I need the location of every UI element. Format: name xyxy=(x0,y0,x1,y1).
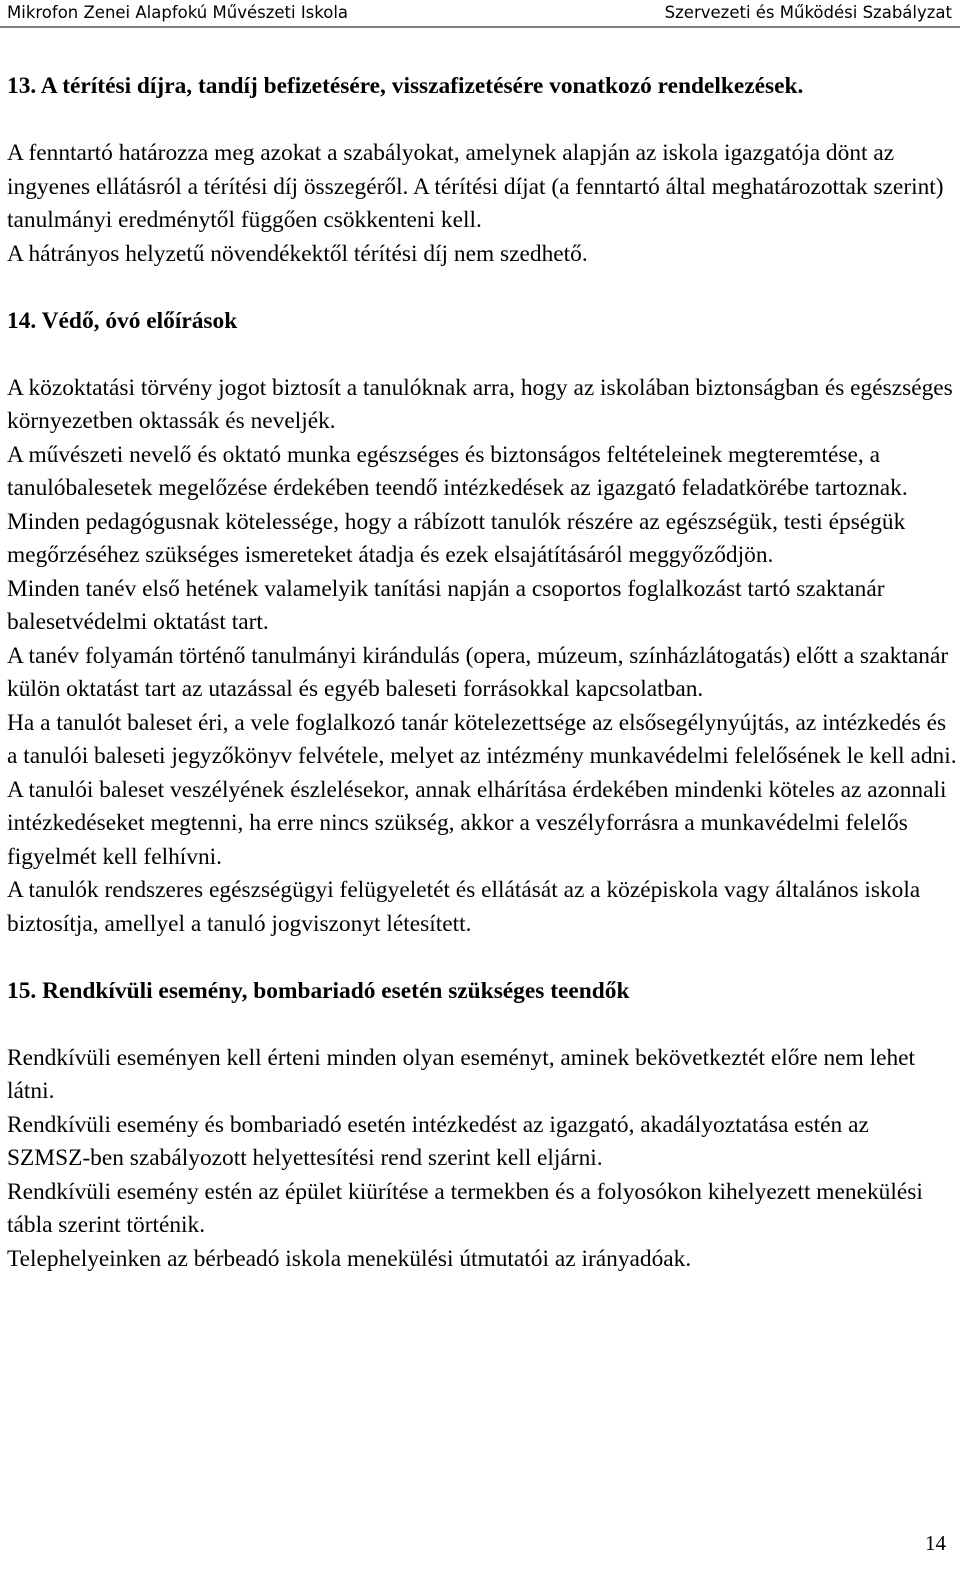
header-document-title: Szervezeti és Működési Szabályzat xyxy=(664,3,952,22)
paragraph: Rendkívüli eseményen kell érteni minden olyan eseményt, aminek bekövetkeztét előre nem lehet látni. xyxy=(7,1044,916,1104)
paragraph: A művészeti nevelő és oktató munka egészséges és biztonságos feltételeinek megteremtése, a tanulóbalesetek megelőzése érdekében teendő intézkedések az igazgató feladatkörébe tartoznak. xyxy=(7,441,908,501)
paragraph: Minden tanév első hetének valamelyik tanítási napján a csoportos foglalkozást tartó szaktanár balesetvédelmi oktatást tart. xyxy=(7,575,885,635)
document-body xyxy=(7,70,957,1276)
paragraph: A tanulói baleset veszélyének észlelésekor, annak elhárítása érdekében mindenki köteles az azonnali intézkedéseket megtenni, ha erre nincs szükség, akkor a veszélyforrásra a munkavédelmi felelős figyelmét kell felhívni. xyxy=(7,776,947,870)
paragraph: A tanév folyamán történő tanulmányi kirándulás (opera, múzeum, színházlátogatás) előtt a szaktanár külön oktatást tart az utazással és egyéb baleseti forrásokkal kapcsolatban. xyxy=(7,642,949,702)
paragraph: Ha a tanulót baleset éri, a vele foglalkozó tanár kötelezettsége az elsősegélynyújtás, az intézkedés és a tanulói baleseti jegyzőkönyv felvétele, melyet az intézmény munkavédelmi felelősének le kell adni. xyxy=(7,709,957,769)
paragraph: A hátrányos helyzetű növendékektől térítési díj nem szedhető. xyxy=(7,240,588,267)
paragraph: Telephelyeinken az bérbeadó iskola menekülési útmutatói az irányadóak. xyxy=(7,1245,692,1272)
page-number: 14 xyxy=(925,1531,946,1555)
page-header xyxy=(0,0,960,28)
section-15-heading: 15. Rendkívüli esemény, bombariadó esetén szükséges teendők xyxy=(7,977,630,1004)
paragraph: A közoktatási törvény jogot biztosít a tanulóknak arra, hogy az iskolában biztonságban és egészséges környezetben oktassák és neveljék. xyxy=(7,374,953,434)
section-13-heading: 13. A térítési díjra, tandíj befizetésére, visszafizetésére vonatkozó rendelkezések. xyxy=(7,73,804,99)
paragraph: A fenntartó határozza meg azokat a szabályokat, amelynek alapján az iskola igazgatója dönt az ingyenes ellátásról a térítési díj összegéről. A térítési díjat (a fenntartó által meghatározottak szerint) tanulmányi eredménytől függően csökkenteni kell. xyxy=(7,140,944,233)
paragraph: Rendkívüli esemény estén az épület kiürítése a termekben és a folyosókon kihelyezett menekülési tábla szerint történik. xyxy=(7,1178,923,1238)
paragraph: A tanulók rendszeres egészségügyi felügyeletét és ellátását az a középiskola vagy általános iskola biztosítja, amellyel a tanuló jogviszonyt létesített. xyxy=(7,877,921,937)
paragraph: Rendkívüli esemény és bombariadó esetén intézkedést az igazgató, akadályoztatása estén az SZMSZ-ben szabályozott helyettesítési rend szerint kell eljárni. xyxy=(7,1111,869,1171)
section-14-heading: 14. Védő, óvó előírások xyxy=(7,307,238,334)
paragraph: Minden pedagógusnak kötelessége, hogy a rábízott tanulók részére az egészségük, testi épségük megőrzéséhez szükséges ismereteket átadja és ezek elsajátításáról meggyőződjön. xyxy=(7,508,906,568)
header-school-name: Mikrofon Zenei Alapfokú Művészeti Iskola xyxy=(7,3,349,22)
